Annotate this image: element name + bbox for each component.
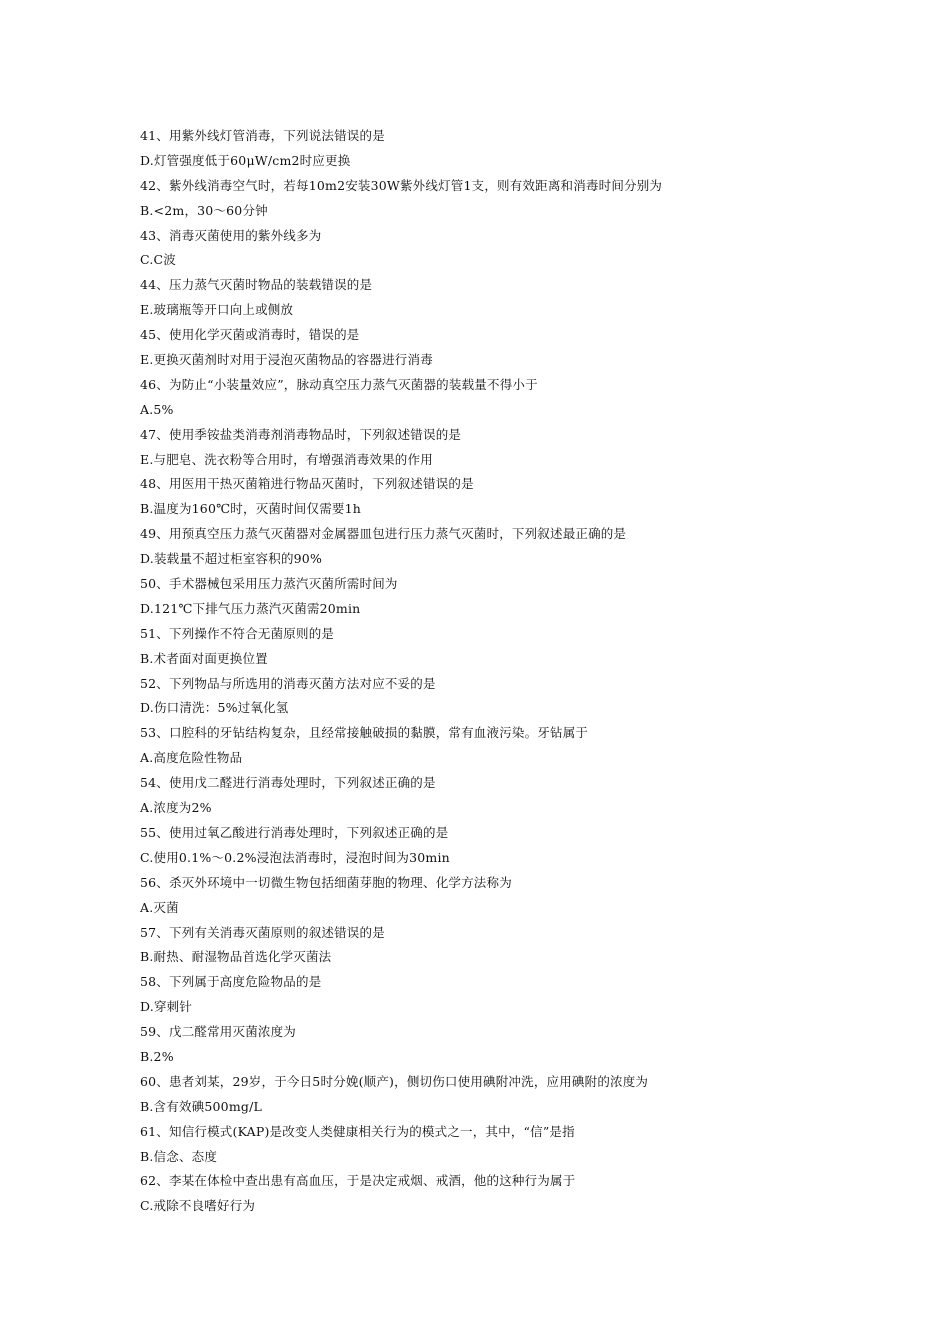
answer-text: D.121℃下排气压力蒸汽灭菌需20min — [140, 600, 361, 616]
answer-text: C.戒除不良嗜好行为 — [140, 1198, 256, 1214]
answer-text: E.与肥皂、洗衣粉等合用时，有增强消毒效果的作用 — [140, 451, 433, 467]
question-text: 51、下列操作不符合无菌原则的是 — [140, 625, 335, 641]
answer-text: B.术者面对面更换位置 — [140, 650, 268, 666]
question-text: 55、使用过氧乙酸进行消毒处理时，下列叙述正确的是 — [140, 824, 449, 840]
answer-text: A.5% — [140, 401, 174, 417]
question-text: 45、使用化学灭菌或消毒时，错误的是 — [140, 327, 360, 343]
question-text: 50、手术器械包采用压力蒸汽灭菌所需时间为 — [140, 576, 398, 592]
answer-text: D.穿刺针 — [140, 999, 193, 1015]
answer-text: D.伤口清洗：5%过氧化氢 — [140, 700, 289, 716]
question-text: 58、下列属于高度危险物品的是 — [140, 974, 322, 990]
answer-text: B.信念、态度 — [140, 1148, 218, 1164]
answer-text: B.<2m，30～60分钟 — [140, 202, 268, 218]
question-text: 52、下列物品与所选用的消毒灭菌方法对应不妥的是 — [140, 675, 436, 691]
answer-text: D.装载量不超过柜室容积的90% — [140, 551, 323, 567]
question-text: 44、压力蒸气灭菌时物品的装载错误的是 — [140, 277, 373, 293]
answer-text: A.灭菌 — [140, 899, 179, 915]
answer-text: C.C波 — [140, 252, 176, 268]
question-text: 56、杀灭外环境中一切微生物包括细菌芽胞的物理、化学方法称为 — [140, 874, 512, 890]
question-text: 57、下列有关消毒灭菌原则的叙述错误的是 — [140, 924, 385, 940]
answer-text: B.温度为160℃时，灭菌时间仅需要1h — [140, 501, 362, 517]
question-text: 47、使用季铵盐类消毒剂消毒物品时，下列叙述错误的是 — [140, 426, 462, 442]
answer-text: E.玻璃瓶等开口向上或侧放 — [140, 302, 294, 318]
question-text: 43、消毒灭菌使用的紫外线多为 — [140, 227, 322, 243]
answer-text: C.使用0.1%～0.2%浸泡法消毒时，浸泡时间为30min — [140, 849, 450, 865]
question-text: 41、用紫外线灯管消毒，下列说法错误的是 — [140, 128, 385, 143]
answer-text: B.耐热、耐湿物品首选化学灭菌法 — [140, 949, 332, 965]
question-text: 53、口腔科的牙钻结构复杂，且经常接触破损的黏膜，常有血液污染。牙钻属于 — [140, 725, 589, 741]
question-text: 42、紫外线消毒空气时，若每10m2安装30W紫外线灯管1支，则有效距离和消毒时间分别为 — [140, 177, 663, 193]
question-list — [140, 124, 840, 1219]
answer-text: D.灯管强度低于60μW/cm2时应更换 — [140, 152, 351, 168]
question-text: 54、使用戊二醛进行消毒处理时，下列叙述正确的是 — [140, 775, 436, 791]
answer-text: A.浓度为2% — [140, 800, 212, 816]
answer-text: A.高度危险性物品 — [140, 750, 243, 766]
question-text: 49、用预真空压力蒸气灭菌器对金属器皿包进行压力蒸气灭菌时，下列叙述最正确的是 — [140, 526, 627, 542]
question-text: 61、知信行模式(KAP)是改变人类健康相关行为的模式之一，其中，“信”是指 — [140, 1123, 575, 1139]
answer-text: B.2% — [140, 1048, 174, 1064]
question-text: 60、患者刘某，29岁，于今日5时分娩(顺产)，侧切伤口使用碘附冲洗，应用碘附的浓度为 — [140, 1073, 649, 1089]
answer-text: B.含有效碘500mg/L — [140, 1098, 262, 1114]
question-text: 48、用医用干热灭菌箱进行物品灭菌时，下列叙述错误的是 — [140, 476, 474, 492]
question-text: 59、戊二醛常用灭菌浓度为 — [140, 1024, 297, 1040]
question-text: 62、李某在体检中查出患有高血压，于是决定戒烟、戒酒，他的这种行为属于 — [140, 1173, 576, 1189]
answer-text: E.更换灭菌剂时对用于浸泡灭菌物品的容器进行消毒 — [140, 352, 433, 368]
question-text: 46、为防止“小装量效应”，脉动真空压力蒸气灭菌器的装载量不得小于 — [140, 376, 538, 392]
